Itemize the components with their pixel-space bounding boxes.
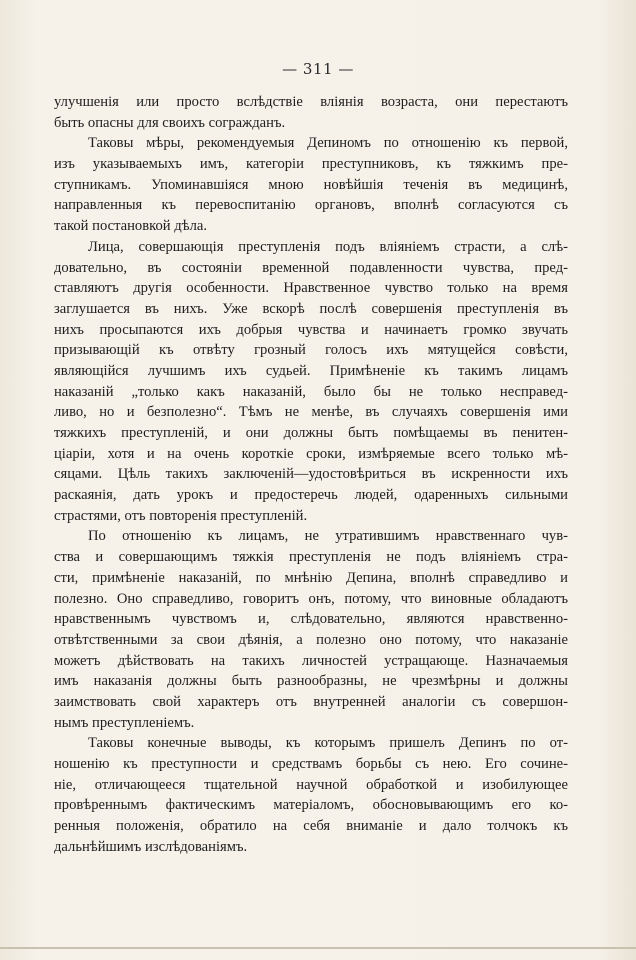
text-line: ціаріи, хотя и на очень короткіе сроки, измѣряемые всего только мѣ- — [54, 445, 568, 462]
text-line: страстями, отъ повторенія преступленій. — [54, 507, 308, 524]
text-line: Таковы мѣры, рекомендуемыя Депиномъ по отношенію къ первой, — [88, 135, 568, 152]
body-text — [54, 92, 568, 857]
text-line: улучшенія или просто вслѣдствіе вліянія возраста, они перестаютъ — [54, 94, 568, 110]
text-line: довательно, въ состояніи временной подавленности чувства, пред- — [54, 259, 568, 276]
text-line: ніе, отличающееся тщательной научной обработкой и изобилующее — [54, 776, 568, 793]
text-line: имъ наказанія должны быть разнообразны, не чрезмѣрны и должны — [54, 673, 568, 690]
text-line: сяцами. Цѣль такихъ заключеній—удостовѣриться въ искренности ихъ — [54, 466, 568, 483]
text-line: дальнѣйшимъ изслѣдованіямъ. — [54, 838, 248, 855]
text-line: ставляютъ другія особенности. Нравственное чувство только на время — [54, 280, 568, 297]
text-line: ношенію къ преступности и средствамъ борьбы съ нею. Его сочине- — [54, 756, 568, 772]
text-line: раскаянія, дать урокъ и предостеречь людей, одаренныхъ сильными — [54, 487, 568, 504]
text-line: сти, примѣненіе наказаній, по мнѣнію Депина, вполнѣ справедливо и — [54, 569, 568, 586]
text-line: заимствовать свой характеръ отъ внутренней аналогіи съ совершон- — [54, 693, 568, 710]
text-line: заглушается въ нихъ. Уже вскорѣ послѣ совершенія преступленія въ — [54, 300, 568, 317]
text-line: нихъ просыпаются ихъ добрыя чувства и начинаетъ громко звучать — [54, 321, 568, 338]
text-line: отвѣтственными за свои дѣянія, а полезно оно потому, что наказаніе — [54, 631, 568, 648]
text-line: Лица, совершающія преступленія подъ вліяніемъ страсти, а слѣ- — [88, 238, 568, 255]
text-line: По отношенію къ лицамъ, не утратившимъ нравственнаго чув- — [88, 528, 568, 545]
text-line: провѣреннымъ фактическимъ матеріаломъ, обосновывающимъ его ко- — [54, 797, 568, 814]
text-line: нымъ преступленіемъ. — [54, 714, 195, 731]
text-line: можетъ дѣйствовать на такихъ личностей устращающе. Назначаемыя — [54, 652, 568, 669]
text-line: быть опасны для своихъ согражданъ. — [54, 114, 286, 131]
text-line: ливо, но и безполезно“. Тѣмъ не менѣе, въ случаяхъ совершенія ими — [54, 404, 568, 421]
text-line: нравственнымъ чувствомъ и, слѣдовательно, являются нравственно- — [54, 611, 568, 628]
text-line: такой постановкой дѣла. — [54, 218, 207, 235]
paragraph — [54, 526, 568, 733]
paragraph — [54, 733, 568, 857]
paragraph — [54, 133, 568, 236]
paragraph — [54, 92, 568, 133]
text-line: изъ указываемыхъ имъ, категоріи преступниковъ, къ тяжкимъ пре- — [54, 156, 568, 173]
text-line: направленныя къ перевоспитанію органовъ, вполнѣ согласуются съ — [54, 197, 568, 214]
text-line: ства и совершающимъ тяжкія преступленія не подъ вліяніемъ стра- — [54, 549, 568, 566]
text-line: ренныя положенія, обратило на себя вниманіе и дало толчокъ къ — [54, 818, 568, 835]
page-bottom-edge — [0, 947, 636, 949]
text-line: призывающій къ отвѣту грозный голосъ ихъ мятущейся совѣсти, — [54, 342, 568, 359]
page-number: — 311 — — [282, 60, 354, 78]
text-line: являющійся лучшимъ ихъ судьей. Примѣненіе къ такимъ лицамъ — [54, 362, 568, 379]
text-line: тяжкихъ преступленій, и они должны быть помѣщаемы въ пенитен- — [54, 425, 568, 441]
paragraph — [54, 237, 568, 527]
text-line: Таковы конечные выводы, къ которымъ пришелъ Депинъ по от- — [88, 735, 568, 752]
text-line: наказаній „только какъ наказаній, было бы не только несправед- — [54, 383, 568, 400]
text-line: ступникамъ. Упоминавшіяся мною новѣйшія теченія въ медицинѣ, — [54, 176, 568, 193]
text-line: полезно. Оно справедливо, говоритъ онъ, потому, что виновные обладаютъ — [54, 590, 568, 607]
